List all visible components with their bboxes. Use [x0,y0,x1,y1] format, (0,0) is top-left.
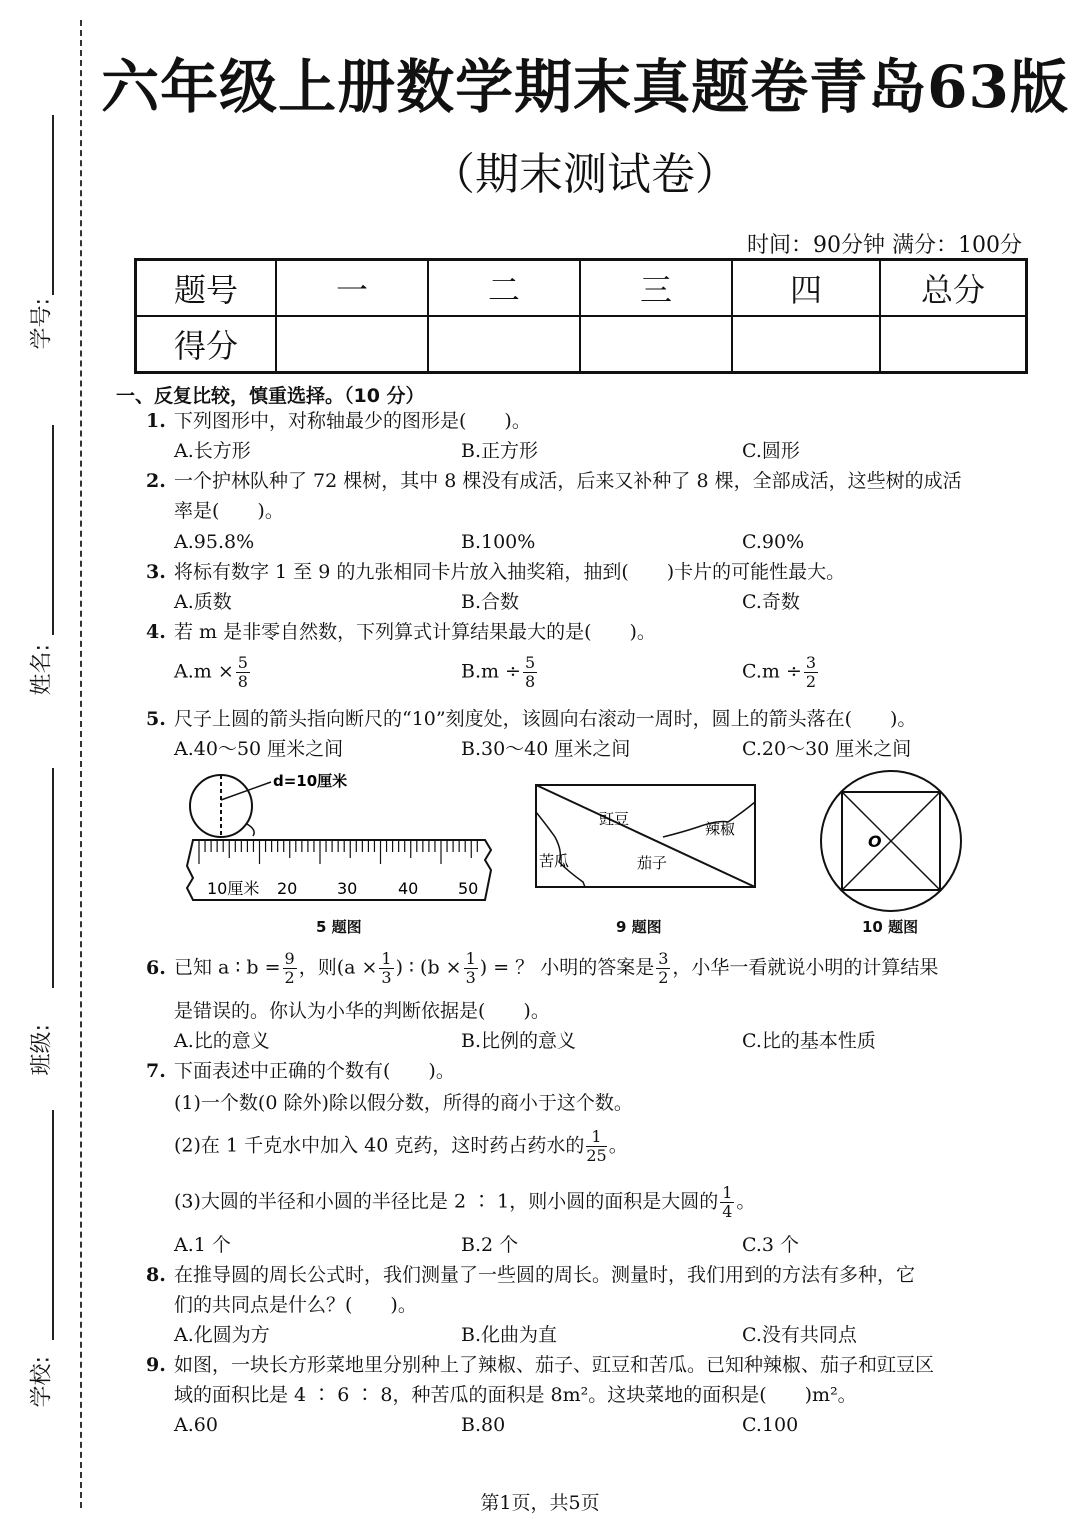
question-text: 将标有数字 1 至 9 的九张相同卡片放入抽奖箱，抽到( )卡片的可能性最大。 [174,561,846,583]
question-7 [146,1056,455,1086]
option-b[interactable]: B.化曲为直 [461,1324,558,1346]
center-label: O [868,832,882,851]
field-label: 茄子 [637,854,668,872]
numerator: 3 [805,653,817,672]
score-table [134,258,1028,374]
roll-arrow [247,824,254,836]
score-header-cell: 一 [276,260,428,317]
question-text: 一个护林队种了 72 棵树，其中 8 棵没有成活，后来又补种了 8 棵，全部成活，这些树的成活 [174,470,962,492]
score-header-cell: 四 [732,260,880,317]
field-label: 苦瓜 [539,852,570,870]
school-label: 学校: [29,1356,55,1408]
denominator: 3 [465,968,476,987]
score-cell[interactable] [880,316,1027,373]
score-header-cell: 三 [580,260,732,317]
option-c[interactable]: C.3 个 [742,1234,800,1256]
ruler-tick-label: 50 [458,879,479,898]
question-8 [146,1260,915,1290]
score-header-cell: 题号 [136,260,277,317]
fraction [464,950,478,987]
figure-5-caption: 5 题图 [316,918,362,936]
score-header-cell: 总分 [880,260,1027,317]
question-text: ，小华一看就说小明的计算结果 [672,956,939,979]
question-2 [146,466,962,496]
fraction [656,950,670,987]
statement-text: (2)在 1 千克水中加入 40 克药，这时药占药水的 [174,1134,585,1157]
question-text: ) ∶ (b × [395,956,462,979]
option-c[interactable]: C.100 [742,1414,799,1436]
option-a[interactable]: A.比的意义 [174,1030,270,1052]
question-4 [146,617,656,647]
option-c[interactable]: C.没有共同点 [742,1324,857,1346]
binding-dashed-line [80,20,82,1508]
fraction [720,1184,734,1221]
question-1 [146,406,531,436]
option-b[interactable]: B.80 [461,1414,506,1436]
option-a[interactable]: A.40～50 厘米之间 [174,738,344,760]
question-text: 下面表述中正确的个数有( )。 [174,1060,455,1082]
ruler-tick-label: 20 [277,879,298,898]
fraction [804,654,818,691]
figure-10-caption: 10 题图 [862,918,919,936]
fraction [283,950,297,987]
option-b[interactable]: B.30～40 厘米之间 [461,738,631,760]
score-table-header-row [136,260,1027,317]
option-c[interactable]: C.比的基本性质 [742,1030,876,1052]
option-a[interactable]: A.60 [174,1414,218,1436]
fraction [236,654,250,691]
numerator: 5 [524,653,536,672]
figure-5-ruler [185,768,495,908]
ruler-ticks [199,840,477,864]
class-blank[interactable] [52,768,54,988]
name-blank[interactable] [52,425,54,635]
option-prefix: A.m × [174,660,234,683]
option-c[interactable]: C.奇数 [742,591,800,613]
question-text: ) = ？ 小明的答案是 [479,956,655,979]
page-title: 六年级上册数学期末真题卷青岛63版 [101,53,1069,121]
student-id-blank[interactable] [52,115,54,295]
denominator: 8 [524,672,536,691]
question-number: 9. [146,1354,166,1376]
question-number: 1. [146,410,166,432]
option-prefix: C.m ÷ [742,660,802,683]
leader-line [221,782,271,800]
field-label: 辣椒 [705,820,736,838]
ruler-tick-label: 40 [398,879,419,898]
question-6 [146,950,938,987]
numerator: 1 [465,949,476,968]
denominator: 2 [658,968,669,987]
question-text: ，则(a × [298,956,378,979]
option-b[interactable]: B.2 个 [461,1234,519,1256]
question-text: 若 m 是非零自然数，下列算式计算结果最大的是( )。 [174,621,656,643]
score-cell[interactable] [732,316,880,373]
score-cell[interactable] [428,316,580,373]
option-c[interactable]: C.20～30 厘米之间 [742,738,912,760]
score-cell[interactable] [276,316,428,373]
numerator: 1 [381,949,392,968]
question-text-continued: 域的面积比是 4 ∶ 6 ∶ 8，种苦瓜的面积是 8m²。这块菜地的面积是( )m²。 [174,1384,857,1406]
question-5 [146,704,916,734]
denominator: 4 [722,1202,733,1221]
question-number: 7. [146,1060,166,1082]
time-info: 时间：90分钟 满分：100分 [747,233,1022,258]
figure-9-caption: 9 题图 [616,918,662,936]
page-footer: 第1页，共5页 [480,1492,600,1514]
option-a[interactable]: A.质数 [174,591,232,613]
question-text: 下列图形中，对称轴最少的图形是( )。 [174,410,531,432]
figure-9-field [533,782,759,892]
numerator: 1 [586,1128,606,1147]
question-3 [146,557,845,587]
question-number: 2. [146,470,166,492]
option-b[interactable]: B.合数 [461,591,520,613]
question-text: 如图，一块长方形菜地里分别种上了辣椒、茄子、豇豆和苦瓜。已知种辣椒、茄子和豇豆区 [174,1354,935,1376]
class-label: 班级: [29,1024,55,1076]
score-header-cell: 二 [428,260,580,317]
question-number: 8. [146,1264,166,1286]
diameter-label: d=10厘米 [273,772,348,790]
option-a[interactable]: A.长方形 [174,440,251,462]
score-cell[interactable] [580,316,732,373]
fraction [523,654,537,691]
question-number: 3. [146,561,166,583]
question-text-continued: 是错误的。你认为小华的判断依据是( )。 [174,1000,550,1022]
name-label: 姓名: [29,644,55,696]
option-a[interactable]: A.化圆为方 [174,1324,270,1346]
denominator: 2 [284,968,295,987]
statement-2: (2)在 1 千克水中加入 40 克药，这时药占药水的 $\frac{1}{25}$ 。 [174,1127,628,1165]
numerator: 5 [237,653,248,672]
field-label: 豇豆 [599,810,630,828]
question-text: 已知 a ∶ b = [174,956,281,979]
question-text: 尺子上圆的箭头指向断尺的“10”刻度处，该圆向右滚动一周时，圆上的箭头落在( )。 [174,708,917,730]
question-number: 4. [146,621,166,643]
ruler-tick-label: 30 [337,879,358,898]
statement-1: (1)一个数(0 除外)除以假分数，所得的商小于这个数。 [174,1092,633,1114]
option-c[interactable]: C.圆形 [742,440,800,462]
student-id-label: 学号: [29,298,55,350]
denominator: 2 [805,672,817,691]
section-heading: 一、反复比较，慎重选择。（10 分） [116,385,425,407]
score-row-label: 得分 [136,316,277,373]
fraction [586,1128,606,1165]
denominator: 25 [586,1146,607,1165]
field-boundary-left [536,812,585,887]
option-a[interactable]: A.1 个 [174,1234,231,1256]
option-c[interactable]: C.90% [742,531,805,553]
question-text-continued: 们的共同点是什么？( )。 [174,1294,417,1316]
statement-3: (3)大圆的半径和小圆的半径比是 2 ∶ 1，则小圆的面积是大圆的 $\frac{1}{4}$ 。 [174,1183,756,1221]
ruler-tick-label: 10厘米 [207,879,260,898]
school-blank[interactable] [52,1110,54,1340]
question-number: 6. [146,956,166,979]
fraction [379,950,393,987]
numerator: 3 [658,949,669,968]
numerator: 1 [722,1183,733,1202]
option-b[interactable]: B.正方形 [461,440,539,462]
option-c[interactable] [742,654,820,691]
statement-text: (3)大圆的半径和小圆的半径比是 2 ∶ 1，则小圆的面积是大圆的 [174,1190,719,1213]
option-a[interactable]: A.95.8% [174,531,255,553]
option-a[interactable] [174,654,252,691]
page-subtitle: （期末测试卷） [431,149,739,200]
option-b[interactable]: B.比例的意义 [461,1030,577,1052]
denominator: 3 [381,968,392,987]
option-b[interactable] [461,654,539,691]
figure-10-circle-square [818,768,964,914]
score-table-score-row [136,316,1027,373]
option-b[interactable]: B.100% [461,531,536,553]
question-number: 5. [146,708,166,730]
question-text-continued: 率是( )。 [174,500,284,522]
option-prefix: B.m ÷ [461,660,521,683]
question-9 [146,1350,934,1380]
numerator: 9 [284,949,295,968]
denominator: 8 [237,672,248,691]
question-text: 在推导圆的周长公式时，我们测量了一些圆的周长。测量时，我们用到的方法有多种，它 [174,1264,916,1286]
